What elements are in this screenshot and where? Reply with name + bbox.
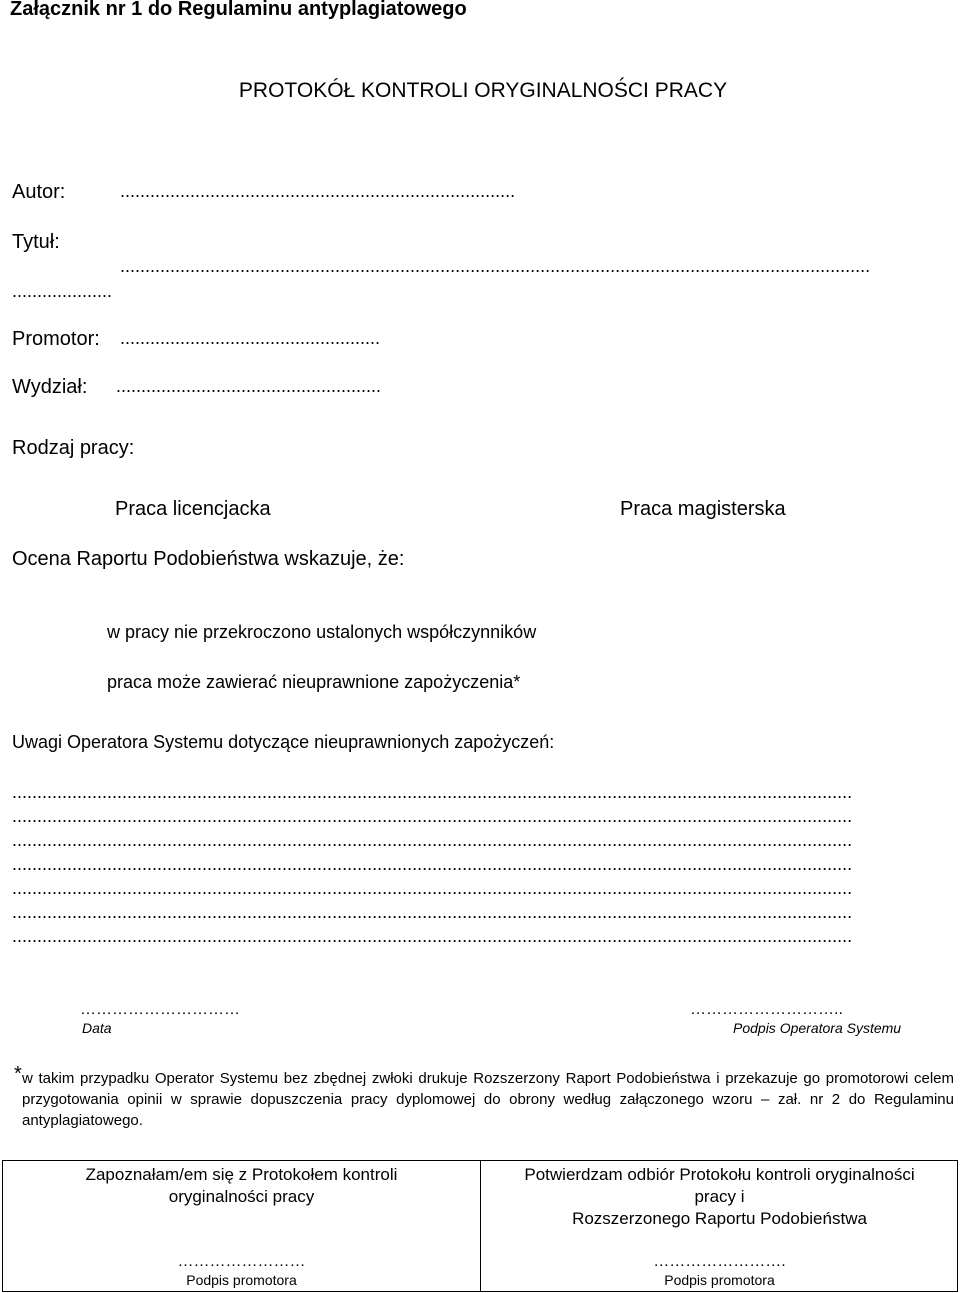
page-title [0, 79, 960, 103]
assessment-heading [12, 548, 404, 571]
acknowledgement-right-text [481, 1164, 958, 1230]
remarks-line[interactable]: ........................................................................................................................................................................ [12, 806, 853, 826]
title-field-line-1[interactable]: ...................................................................................................................................................... [120, 256, 871, 276]
assessment-heading-text: Ocena Raportu Podobieństwa wskazuje, że: [12, 548, 405, 570]
remarks-line[interactable]: ........................................................................................................................................................................ [12, 878, 853, 898]
remarks-line[interactable]: ........................................................................................................................................................................ [12, 830, 853, 850]
footnote-text: w takim przypadku Operator Systemu bez zbędnej zwłoki drukuje Rozszerzony Raport Podobieństwa i przekazuje go promotorowi celem przygotowania opinii w sprawie dopuszczenia pracy dyplomowej do obrony według załączonego wzoru – zał. nr 2 do Regulaminu antyplagiatowego. [22, 1070, 954, 1129]
work-type-option-bachelor[interactable]: Praca licencjacka [115, 498, 271, 520]
acknowledgement-right-line-3: Rozszerzonego Raportu Podobieństwa [572, 1209, 867, 1228]
footnote-star: * [14, 1063, 22, 1085]
acknowledgement-left-line-2: oryginalności pracy [168, 1187, 315, 1206]
promoter-label: Promotor: [12, 328, 100, 350]
acknowledgement-left-text [3, 1164, 480, 1208]
date-label: Data [82, 1020, 112, 1036]
title-field-line-2[interactable]: .................... [12, 281, 113, 301]
footnote [14, 1063, 954, 1131]
remarks-heading: Uwagi Operatora Systemu dotyczące nieuprawnionych zapożyczeń: [12, 732, 555, 752]
faculty-label: Wydział: [12, 376, 88, 398]
page-title-text: PROTOKÓŁ KONTROLI ORYGINALNOŚCI PRACY [238, 79, 728, 102]
promoter-signature-label-left: Podpis promotora [186, 1272, 297, 1288]
title-label: Tytuł: [12, 231, 60, 253]
acknowledgement-table [2, 1160, 958, 1292]
assessment-option-may-contain[interactable]: praca może zawierać nieuprawnione zapożyczenia* [107, 672, 521, 692]
operator-signature-label: Podpis Operatora Systemu [733, 1020, 902, 1036]
author-field[interactable]: ............................................................................... [120, 181, 516, 201]
promoter-signature-line-left[interactable]: …………………… [177, 1253, 306, 1270]
work-type-option-master[interactable]: Praca magisterska [620, 498, 786, 520]
remarks-line[interactable]: ........................................................................................................................................................................ [12, 926, 853, 946]
remarks-line[interactable]: ........................................................................................................................................................................ [12, 902, 853, 922]
remarks-line[interactable]: ........................................................................................................................................................................ [12, 782, 853, 802]
acknowledgement-right-line-2: pracy i [694, 1187, 745, 1206]
remarks-line[interactable]: ........................................................................................................................................................................ [12, 854, 853, 874]
promoter-signature-line-right[interactable]: ……………………. [653, 1253, 786, 1270]
promoter-signature-label-right: Podpis promotora [664, 1272, 775, 1288]
acknowledgement-right-line-1: Potwierdzam odbiór Protokołu kontroli oryginalności [524, 1165, 915, 1184]
author-label: Autor: [12, 181, 66, 203]
operator-signature-line[interactable]: ……………………….. [690, 1001, 843, 1018]
date-signature-line[interactable]: ………………………… [80, 1001, 240, 1018]
promoter-field[interactable]: .................................................... [120, 328, 381, 348]
faculty-field[interactable]: ..................................................... [116, 376, 382, 396]
work-type-label: Rodzaj pracy: [12, 437, 135, 459]
assessment-option-not-exceeded[interactable]: w pracy nie przekroczono ustalonych współczynników [107, 622, 537, 642]
annex-heading: Załącznik nr 1 do Regulaminu antyplagiatowego [10, 0, 467, 20]
acknowledgement-left-line-1: Zapoznałam/em się z Protokołem kontroli [85, 1165, 398, 1184]
